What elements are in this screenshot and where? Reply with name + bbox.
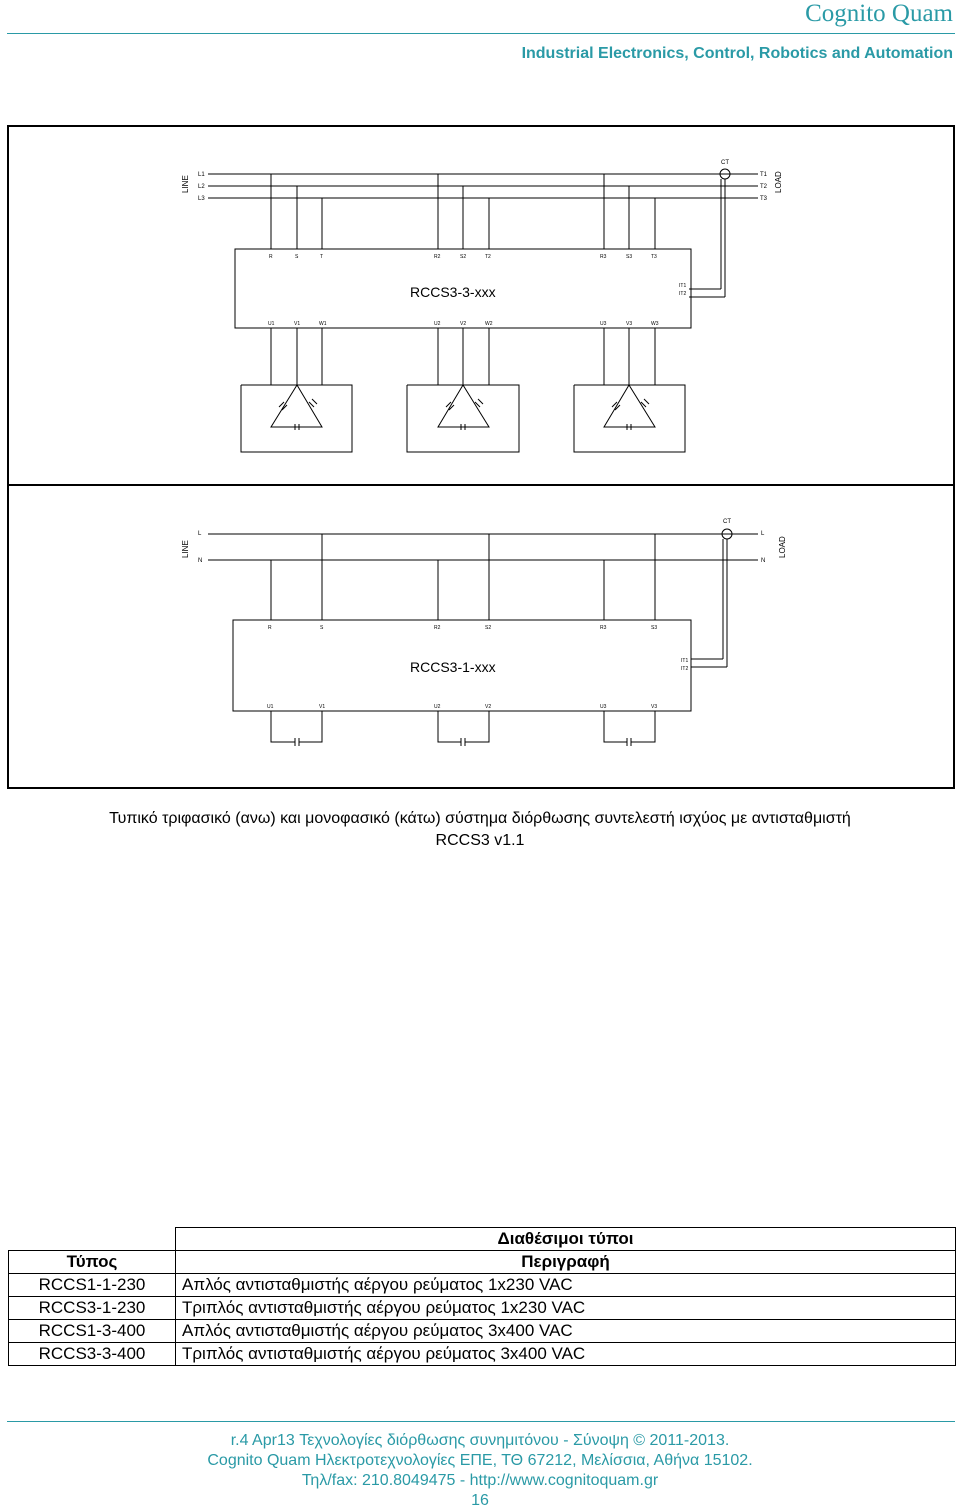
sp-bottom-terminal-3: V2	[485, 704, 492, 710]
model-type: RCCS3-1-230	[9, 1297, 176, 1320]
three-phase-diagram	[9, 127, 953, 484]
footer-contact: Τηλ/fax: 210.8049475 - http://www.cognitoquam.gr	[301, 1472, 659, 1489]
sp-input-0: L	[198, 531, 202, 537]
sp-bottom-terminal-2: U2	[434, 704, 441, 710]
sp-capacitor-3	[604, 711, 655, 746]
tp-unit-name: RCCS3-3-xxx	[410, 284, 496, 300]
tp-ct-terminal-1: IT2	[679, 291, 687, 297]
sp-output-1: N	[761, 558, 766, 564]
figure-caption	[20, 808, 940, 852]
model-type: RCCS1-3-400	[9, 1320, 176, 1343]
tp-top-terminal-1: S	[295, 254, 299, 260]
sp-bottom-terminal-5: V3	[651, 704, 658, 710]
tp-ct-label: CT	[721, 160, 729, 166]
tp-bottom-terminal-3: U2	[434, 321, 441, 327]
sp-line-label: LINE	[181, 540, 190, 558]
model-type: RCCS1-1-230	[9, 1274, 176, 1297]
column-header-type: Τύπος	[9, 1251, 176, 1274]
table-title: Διαθέσιμοι τύποι	[176, 1228, 956, 1251]
tp-bottom-terminal-7: V3	[626, 321, 633, 327]
table-row	[9, 1297, 956, 1320]
tp-bottom-terminal-0: U1	[268, 321, 275, 327]
tp-capacitor-bank-3	[574, 328, 685, 452]
page-number: 16	[471, 1492, 489, 1509]
footer-revision: r.4 Apr13 Τεχνολογίες διόρθωσης συνημιτόνου - Σύνοψη © 2011-2013.	[230, 1432, 730, 1449]
model-description: Τριπλός αντισταθμιστής αέργου ρεύματος 1x230 VAC	[176, 1297, 956, 1320]
sp-top-terminal-2: R2	[434, 625, 441, 631]
sp-output-0: L	[761, 531, 765, 537]
sp-bottom-terminal-0: U1	[267, 704, 274, 710]
header-rule	[7, 33, 955, 34]
wiring-diagrams-frame	[7, 125, 955, 789]
column-header-description: Περιγραφή	[176, 1251, 956, 1274]
sp-unit-name: RCCS3-1-xxx	[410, 659, 496, 675]
tp-input-1: L2	[198, 184, 205, 190]
sp-top-terminal-1: S	[320, 625, 324, 631]
sp-input-1: N	[198, 558, 203, 564]
tp-capacitor-bank-1	[241, 328, 352, 452]
model-description: Απλός αντισταθμιστής αέργου ρεύματος 1x230 VAC	[176, 1274, 956, 1297]
tp-bottom-terminal-4: V2	[460, 321, 467, 327]
tp-top-terminal-8: T3	[651, 254, 657, 260]
caption-line-1: Τυπικό τριφασικό (ανω) και μονοφασικό (κάτω) σύστημα διόρθωσης συντελεστή ισχύος με αντισταθμιστή	[109, 810, 851, 827]
page-footer	[0, 1431, 960, 1511]
sp-ct-label: CT	[723, 519, 731, 525]
header-tagline: Industrial Electronics, Control, Robotics and Automation	[521, 45, 953, 62]
tp-capacitor-bank-2	[407, 328, 519, 452]
caption-line-2: RCCS3 v1.1	[435, 832, 525, 849]
tp-top-terminal-0: R	[269, 254, 273, 260]
sp-ct-terminal-1: IT2	[681, 666, 689, 672]
tp-top-terminal-6: R3	[600, 254, 607, 260]
tp-load-label: LOAD	[774, 171, 783, 193]
sp-bottom-terminal-4: U3	[600, 704, 607, 710]
sp-top-terminal-3: S2	[485, 625, 492, 631]
model-type: RCCS3-3-400	[9, 1343, 176, 1366]
tp-output-0: T1	[760, 172, 768, 178]
model-description: Τριπλός αντισταθμιστής αέργου ρεύματος 3x400 VAC	[176, 1343, 956, 1366]
sp-capacitor-2	[438, 711, 489, 746]
footer-company-address: Cognito Quam Ηλεκτροτεχνολογίες ΕΠΕ, ΤΘ 67212, Μελίσσια, Αθήνα 15102.	[207, 1452, 753, 1469]
sp-top-terminal-4: R3	[600, 625, 607, 631]
sp-top-terminal-5: S3	[651, 625, 658, 631]
tp-bottom-terminal-6: U3	[600, 321, 607, 327]
table-title-row	[9, 1228, 956, 1251]
tp-line-label: LINE	[181, 175, 190, 193]
single-phase-diagram	[9, 486, 953, 786]
tp-top-terminal-4: S2	[460, 254, 467, 260]
table-row	[9, 1320, 956, 1343]
tp-ct-terminal-0: IT1	[679, 283, 687, 289]
table-header-row	[9, 1251, 956, 1274]
tp-top-terminal-2: T	[320, 254, 324, 260]
tp-bottom-terminal-2: W1	[319, 321, 327, 327]
model-description: Απλός αντισταθμιστής αέργου ρεύματος 3x400 VAC	[176, 1320, 956, 1343]
table-title-spacer	[9, 1228, 176, 1251]
table-row	[9, 1274, 956, 1297]
tp-input-2: L3	[198, 196, 205, 202]
footer-rule	[7, 1421, 955, 1422]
sp-capacitor-1	[271, 711, 322, 746]
tp-output-1: T2	[760, 184, 768, 190]
available-models-table	[8, 1227, 956, 1366]
tp-top-terminal-5: T2	[485, 254, 491, 260]
tp-output-2: T3	[760, 196, 768, 202]
brand-logo-text: Cognito Quam	[805, 0, 953, 27]
sp-ct-terminal-0: IT1	[681, 658, 689, 664]
tp-bottom-terminal-1: V1	[294, 321, 301, 327]
table-row	[9, 1343, 956, 1366]
sp-top-terminal-0: R	[268, 625, 272, 631]
tp-bottom-terminal-8: W3	[651, 321, 659, 327]
tp-input-0: L1	[198, 172, 205, 178]
sp-bottom-terminal-1: V1	[319, 704, 326, 710]
tp-top-terminal-3: R2	[434, 254, 441, 260]
tp-top-terminal-7: S3	[626, 254, 633, 260]
tp-bottom-terminal-5: W2	[485, 321, 493, 327]
sp-load-label: LOAD	[778, 536, 787, 558]
